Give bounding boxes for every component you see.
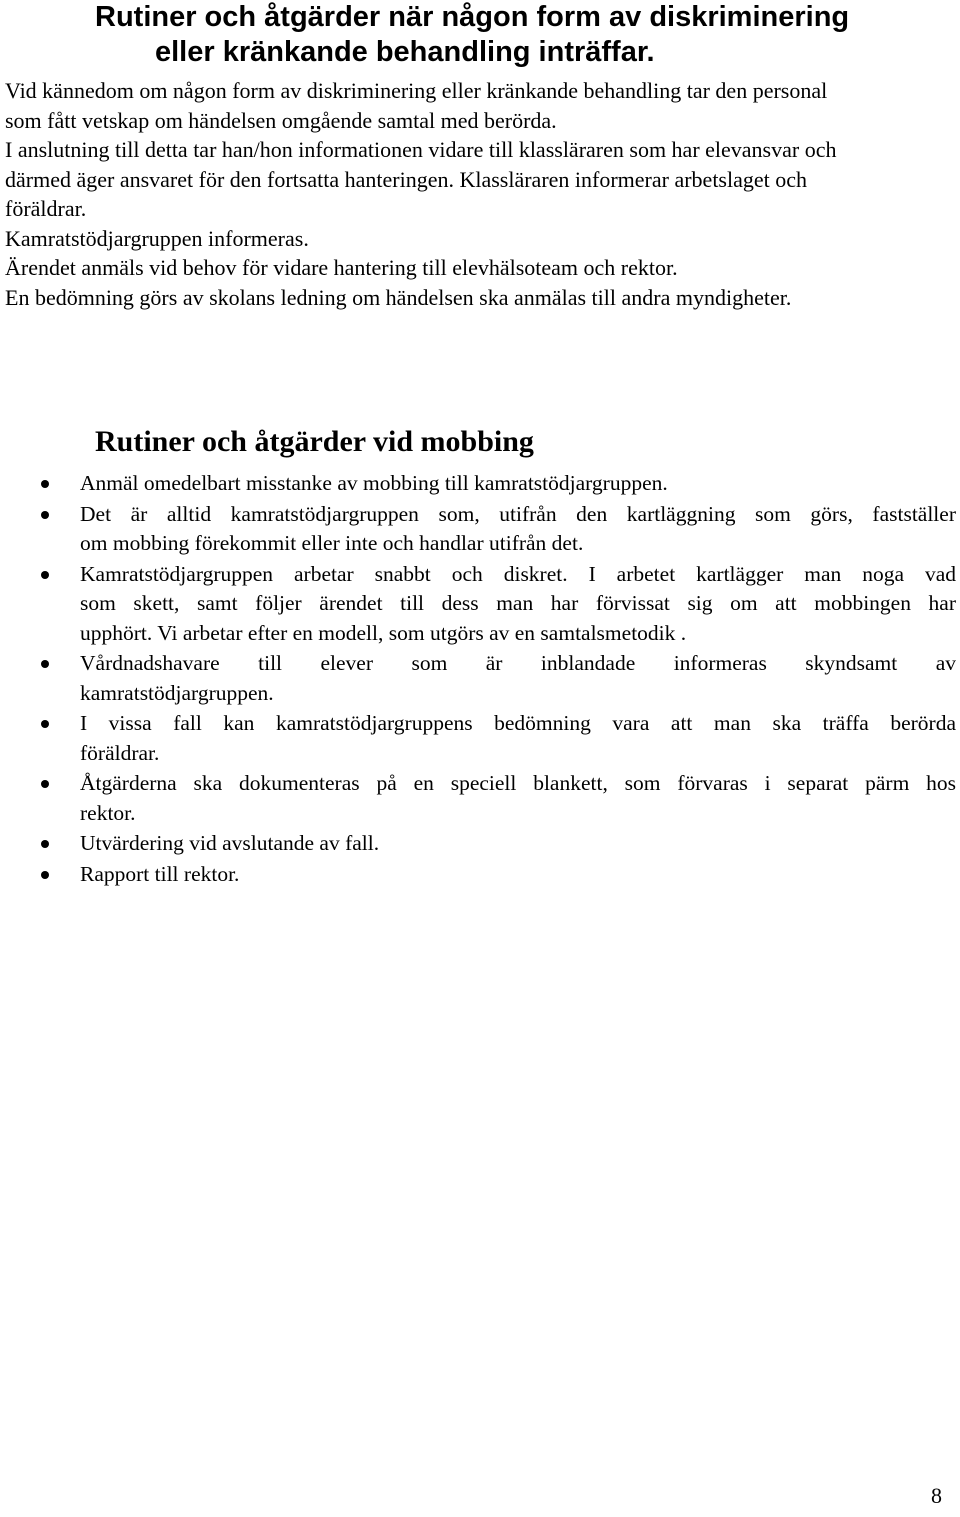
list-item-text: Det är alltid kamratstödjargruppen som, utifrån den kartläggning som görs, fastställer [80,501,956,526]
text-line: därmed äger ansvaret för den fortsatta hanteringen. Klassläraren informerar arbetslaget och [5,166,808,192]
bullet-icon [41,780,49,788]
bullet-icon [41,720,49,728]
bullet-icon [41,480,49,488]
list-item-text: Rapport till rektor. [80,861,240,886]
text-line: I anslutning till detta tar han/hon informationen vidare till klassläraren som har elevansvar och [5,137,837,162]
list-item [0,500,956,559]
list-item [0,709,956,768]
list-item-text: upphört. Vi arbetar efter en modell, som utgörs av en samtalsmetodik . [80,620,687,645]
list-item [0,649,956,708]
list-item-text: I vissa fall kan kamratstödjargruppens bedömning vara att man ska träffa berörda [80,711,956,735]
text-line: föräldrar. [5,196,87,221]
bullying-routines-list [0,469,960,890]
list-item [0,469,956,499]
heading-line-1: Rutiner och åtgärder när någon form av diskriminering [95,1,850,33]
list-item [0,769,956,828]
list-item-text: Åtgärderna ska dokumenteras på en speciell blankett, som förvaras i separat pärm hos [80,771,956,795]
list-item-text: om mobbing förekommit eller inte och handlar utifrån det. [80,531,584,555]
list-item [0,860,956,890]
text-line: Ärendet anmäls vid behov för vidare hantering till elevhälsoteam och rektor. [5,255,678,280]
discrimination-routines-text [5,76,955,312]
text-line: som fått vetskap om händelsen omgående samtal med berörda. [5,107,557,133]
list-item-text: som skett, samt följer ärendet till dess man har förvissat sig om att mobbingen har [80,591,956,615]
list-item-text: föräldrar. [80,740,160,765]
bullet-icon [41,660,49,668]
list-item-text: rektor. [80,800,136,825]
list-item [0,829,956,859]
text-line: Kamratstödjargruppen informeras. [5,225,309,251]
heading-line-2: eller kränkande behandling inträffar. [155,36,655,68]
bullet-icon [41,511,49,519]
bullet-icon [41,871,49,879]
text-line: Vid kännedom om någon form av diskriminering eller kränkande behandling tar den personal [5,78,828,103]
bullet-icon [41,571,49,579]
list-item-text: Anmäl omedelbart misstanke av mobbing till kamratstödjargruppen. [80,471,668,495]
bullet-icon [41,840,49,848]
list-item-text: Vårdnadshavare till elever som är inblandade informeras skyndsamt av [80,651,956,675]
list-item-text: kamratstödjargruppen. [80,680,274,705]
text-line: En bedömning görs av skolans ledning om händelsen ska anmälas till andra myndigheter. [5,284,792,310]
heading-bullying-routines: Rutiner och åtgärder vid mobbing [95,425,534,458]
list-item [0,560,956,649]
list-item-text: Kamratstödjargruppen arbetar snabbt och diskret. I arbetet kartlägger man noga vad [80,561,956,586]
list-item-text: Utvärdering vid avslutande av fall. [80,831,380,855]
page-number: 8 [931,1483,942,1508]
